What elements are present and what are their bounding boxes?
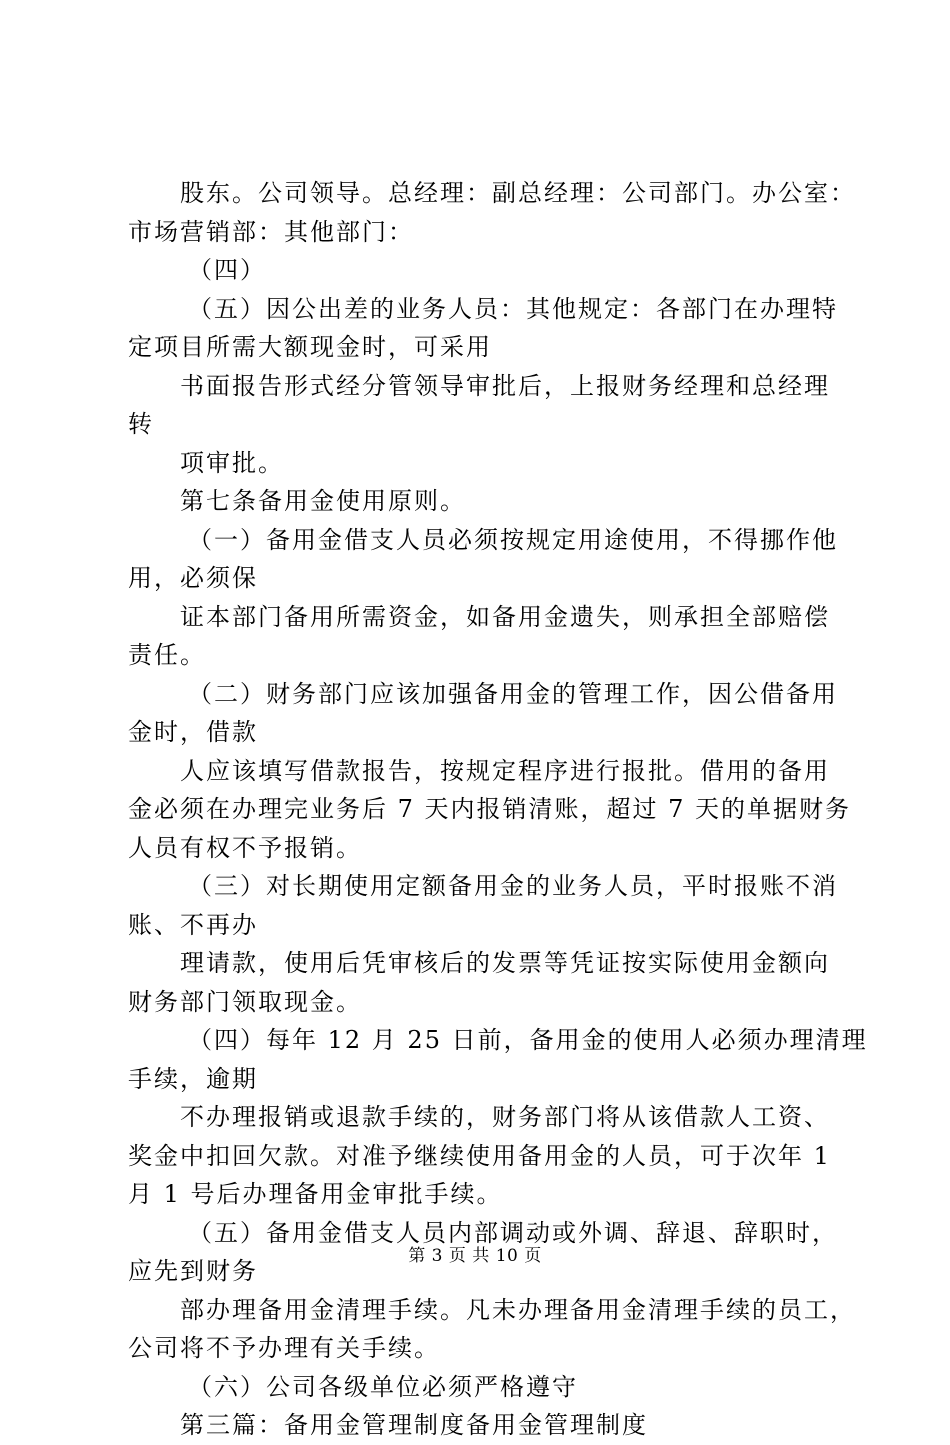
page-footer xyxy=(0,1241,950,1266)
text-line-17: 金必须在办理完业务后 7 天内报销清账，超过 7 天的单据财务 xyxy=(128,795,852,823)
text-line-6: 书面报告形式经分管领导审批后，上报财务经理和总经理 xyxy=(180,371,830,400)
text-line-9: 第七条备用金使用原则。 xyxy=(180,487,466,515)
text-line-20: 账、不再办 xyxy=(128,910,258,939)
text-line-13: 责任。 xyxy=(128,641,206,669)
text-line-22: 财务部门领取现金。 xyxy=(128,987,362,1016)
text-line-15: 金时，借款 xyxy=(128,718,258,746)
text-line-29: 应先到财务 xyxy=(128,1257,258,1285)
text-line-25: 不办理报销或退款手续的，财务部门将从该借款人工资、 xyxy=(180,1103,830,1131)
text-line-7: 转 xyxy=(128,410,154,438)
text-line-11: 用，必须保 xyxy=(128,564,258,592)
text-line-16: 人应该填写借款报告，按规定程序进行报批。借用的备用 xyxy=(180,756,830,785)
text-line-2: 市场营销部：其他部门： xyxy=(128,217,414,246)
text-line-33: 第三篇：备用金管理制度备用金管理制度 xyxy=(180,1411,648,1439)
page-number-label: 第 3 页 共 10 页 xyxy=(408,1246,542,1266)
text-line-32: （六）公司各级单位必须严格遵守 xyxy=(188,1372,578,1401)
text-line-8: 项审批。 xyxy=(180,448,284,477)
text-line-28: （五）备用金借支人员内部调动或外调、辞退、辞职时， xyxy=(188,1218,838,1247)
text-line-24: 手续，逾期 xyxy=(128,1064,258,1093)
text-line-10: （一）备用金借支人员必须按规定用途使用，不得挪作他 xyxy=(188,525,838,554)
text-line-30: 部办理备用金清理手续。凡未办理备用金清理手续的员工， xyxy=(180,1295,856,1324)
text-line-3: （四） xyxy=(188,256,266,284)
text-line-14: （二）财务部门应该加强备用金的管理工作，因公借备用 xyxy=(188,679,838,708)
text-line-19: （三）对长期使用定额备用金的业务人员，平时报账不消 xyxy=(188,872,838,900)
text-line-18: 人员有权不予报销。 xyxy=(128,833,362,862)
text-line-5: 定项目所需大额现金时，可采用 xyxy=(128,333,492,361)
text-line-12: 证本部门备用所需资金，如备用金遗失，则承担全部赔偿 xyxy=(180,602,830,631)
text-line-31: 公司将不予办理有关手续。 xyxy=(128,1334,440,1362)
text-line-21: 理请款，使用后凭审核后的发票等凭证按实际使用金额向 xyxy=(180,949,830,977)
text-line-1: 股东。公司领导。总经理：副总经理：公司部门。办公室： xyxy=(180,179,856,207)
text-line-23: （四）每年 12 月 25 日前，备用金的使用人必须办理清理 xyxy=(188,1026,868,1054)
text-line-27: 月 1 号后办理备用金审批手续。 xyxy=(128,1180,503,1208)
text-line-4: （五）因公出差的业务人员：其他规定：各部门在办理特 xyxy=(188,294,838,323)
text-line-26: 奖金中扣回欠款。对准予继续使用备用金的人员，可于次年 1 xyxy=(128,1141,831,1170)
